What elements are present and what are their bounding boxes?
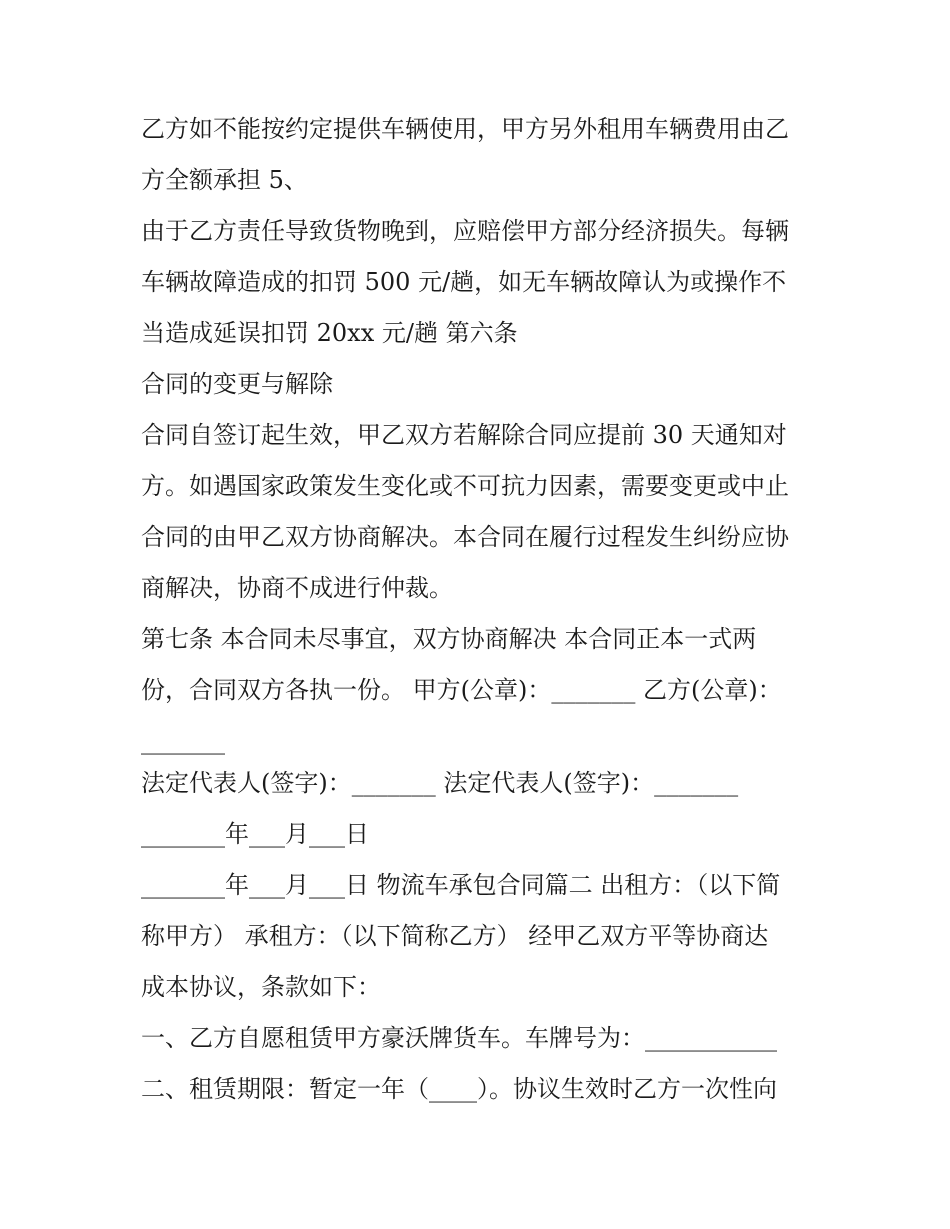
text-line-10: 商解决，协商不成进行仲裁。: [141, 574, 453, 602]
text-line-17: 称甲方） 承租方：（以下简称乙方） 经甲乙双方平等协商达: [141, 922, 769, 950]
date-line-1: _______年___月___日: [141, 820, 369, 848]
signature-line-seal: 份，合同双方各执一份。 甲方(公章)：_______ 乙方(公章)：: [141, 676, 782, 704]
text-line-18: 成本协议，条款如下：: [141, 973, 381, 1001]
text-line-1: 乙方如不能按约定提供车辆使用，甲方另外租用车辆费用由乙: [141, 115, 789, 143]
text-line-3: 由于乙方责任导致货物晚到，应赔偿甲方部分经济损失。每辆: [141, 217, 789, 245]
text-line-20: 二、租赁期限：暂定一年（____）。协议生效时乙方一次性向: [141, 1075, 777, 1103]
section-heading: 合同的变更与解除: [141, 370, 333, 398]
text-line-19: 一、乙方自愿租赁甲方豪沃牌货车。车牌号为：___________: [141, 1024, 777, 1052]
text-line-4: 车辆故障造成的扣罚 500 元/趟，如无车辆故障认为或操作不: [141, 268, 787, 296]
text-line-16: _______年___月___日 物流车承包合同篇二 出租方：（以下简: [141, 871, 781, 899]
text-line-9: 合同的由甲乙双方协商解决。本合同在履行过程发生纠纷应协: [141, 523, 789, 551]
text-line-11: 第七条 本合同未尽事宜，双方协商解决 本合同正本一式两: [141, 625, 757, 653]
text-line-7: 合同自签订起生效，甲乙双方若解除合同应提前 30 天通知对: [141, 421, 787, 449]
text-line-2: 方全额承担 5、: [141, 166, 308, 194]
text-line-8: 方。如遇国家政策发生变化或不可抗力因素，需要变更或中止: [141, 472, 789, 500]
text-line-5: 当造成延误扣罚 20xx 元/趟 第六条: [141, 319, 518, 347]
signature-line-representative: 法定代表人(签字)：_______ 法定代表人(签字)：_______: [141, 769, 739, 797]
signature-blank: _______: [141, 727, 225, 755]
